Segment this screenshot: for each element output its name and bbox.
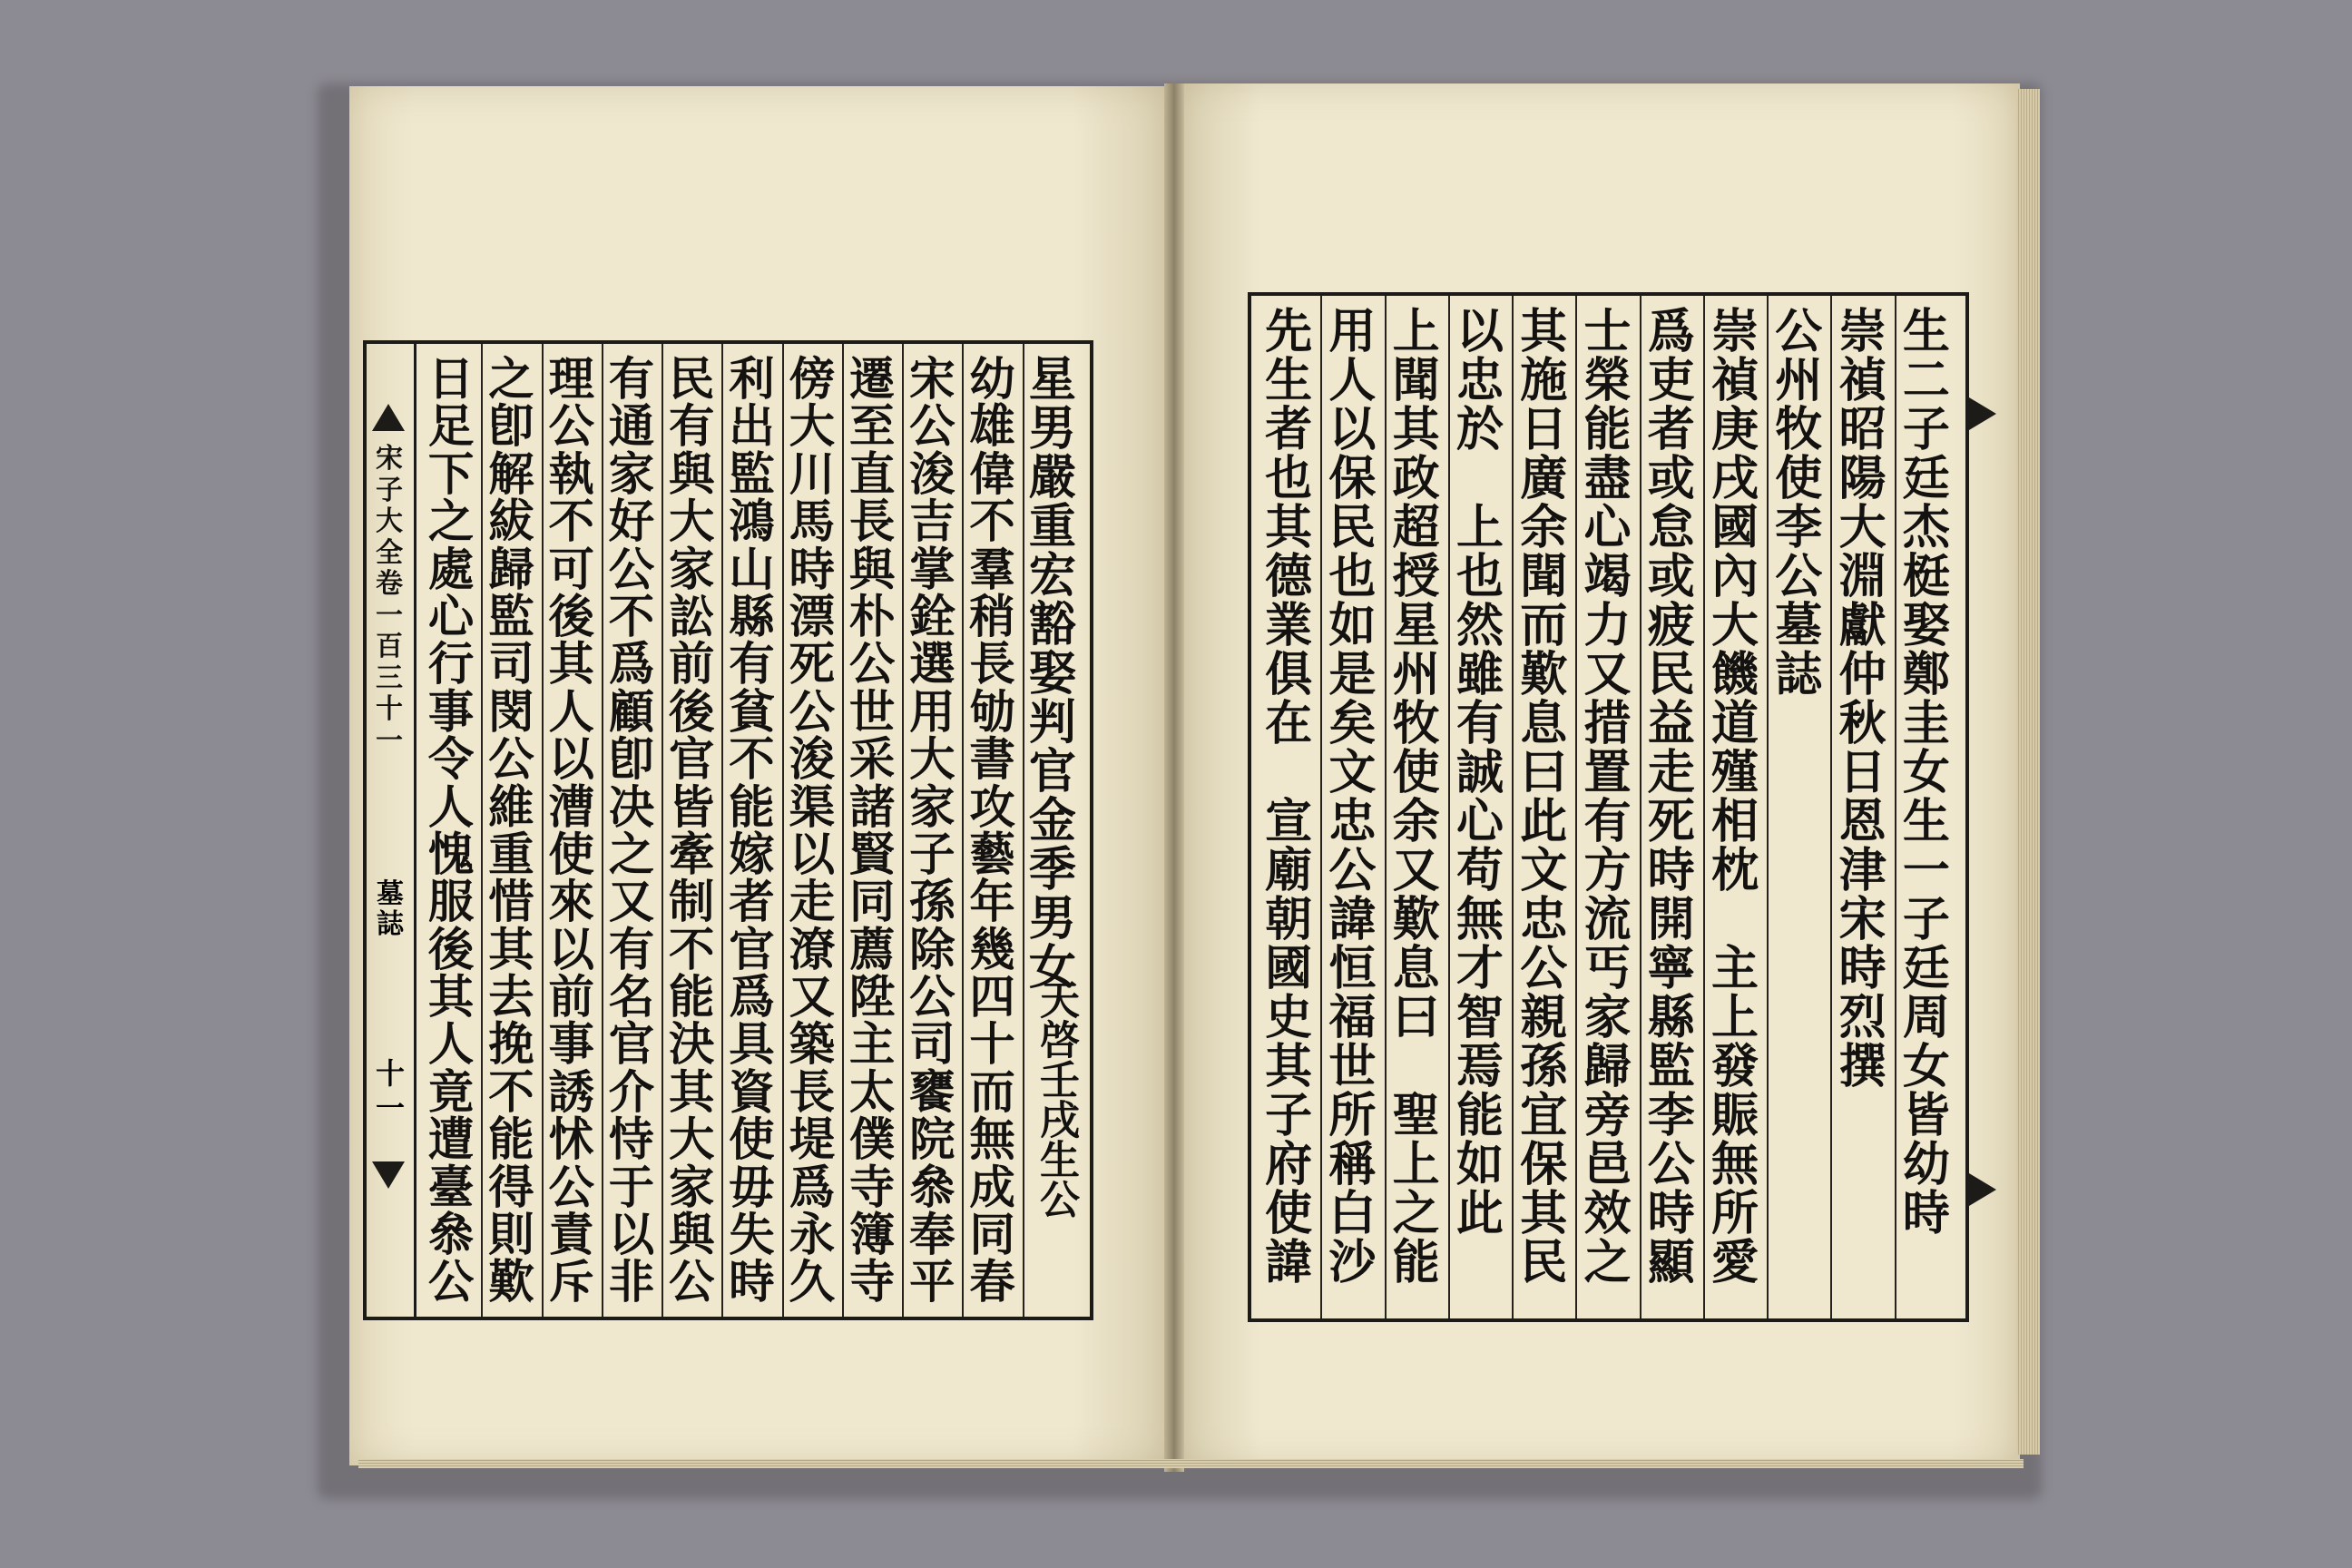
section-label: 墓誌 [377, 878, 404, 940]
right-text-frame [1248, 292, 1969, 1322]
collection-title: 宋子大全卷一百三十一 [376, 443, 405, 757]
left-text-column: 有 通 家 好 公 不 爲 顧 卽 决 之 又 有 名 官 介 恃 于 以 非 [608, 352, 655, 1309]
edge-tab-mark-lower-icon [1969, 1166, 2002, 1220]
right-text-column: 以 忠 於 上 也 然 雖 有 誠 心 苟 無 才 智 焉 能 如 此 [1455, 304, 1504, 1241]
fishtail-mark-upper-icon [368, 398, 408, 438]
right-text-column: 爲 吏 者 或 怠 或 疲 民 益 走 死 時 開 寧 縣 監 李 公 時 顯 [1647, 304, 1695, 1290]
center-strip [367, 344, 416, 1317]
left-text-column: 之 卽 解 紱 歸 監 司 閔 公 維 重 惜 其 去 挽 不 能 得 則 歎 [488, 352, 534, 1309]
right-text-column: 崇 禎 庚 戌 國 內 大 饑 道 殣 相 枕 主 上 發 賑 無 所 愛 [1711, 304, 1759, 1290]
column-rule [842, 344, 844, 1317]
right-text-column: 上 聞 其 政 超 授 星 州 牧 使 余 又 歎 息 曰 聖 上 之 能 [1392, 304, 1440, 1290]
page-edge-stack [2016, 89, 2040, 1455]
fishtail-mark-lower-icon [368, 1156, 408, 1196]
column-rule [662, 344, 663, 1317]
edge-tab-mark-upper-icon [1969, 390, 2002, 445]
right-text-column: 崇 禎 昭 陽 大 淵 獻 仲 秋 日 恩 津 宋 時 烈 撰 [1838, 304, 1886, 1094]
column-rule [782, 344, 784, 1317]
left-text-column: 利 出 監 鴻 山 縣 有 貧 不 能 嫁 者 官 爲 具 資 使 毋 失 時 [729, 352, 775, 1309]
column-rule [902, 344, 904, 1317]
left-text-column: 星 男 嚴 重 宏 豁 娶 判 官 金 季 男 女 [1028, 352, 1076, 995]
column-rule [1023, 344, 1024, 1317]
column-rule [962, 344, 964, 1317]
right-text-column: 生 二 子 廷 杰 梃 娶 鄭 圭 女 生 一 子 廷 周 女 皆 幼 時 [1902, 304, 1950, 1241]
book-gutter [1164, 83, 1184, 1472]
inline-date-note: 天啓壬戌生公 [1033, 979, 1079, 1219]
column-rule [1385, 296, 1387, 1318]
column-rule [1640, 296, 1642, 1318]
left-text-column: 遷 至 直 長 與 朴 公 世 采 諸 賢 同 薦 陞 主 太 僕 寺 簿 寺 [848, 352, 896, 1309]
column-rule [602, 344, 603, 1317]
left-text-column: 日 足 下 之 處 心 行 事 令 人 愧 服 後 其 人 竟 遭 臺 叅 公 [427, 352, 475, 1309]
left-text-column: 傍 大 川 馬 時 漂 死 公 浚 渠 以 走 潦 又 築 長 堤 爲 永 久 [789, 352, 835, 1309]
left-text-column: 幼 雄 偉 不 羣 稍 長 劬 書 攻 藝 年 幾 四 十 而 無 成 同 春 [969, 352, 1015, 1309]
column-rule [542, 344, 544, 1317]
column-rule [1448, 296, 1450, 1318]
column-rule [1512, 296, 1514, 1318]
column-rule [1320, 296, 1322, 1318]
column-rule [1830, 296, 1832, 1318]
column-rule [721, 344, 723, 1317]
right-text-column: 用 人 以 保 民 也 如 是 矣 文 忠 公 諱 恒 福 世 所 稱 白 沙 [1328, 304, 1377, 1290]
right-text-column: 士 榮 能 盡 心 竭 力 又 措 置 有 方 流 丐 家 歸 旁 邑 效 之 [1583, 304, 1632, 1290]
column-rule [1895, 296, 1896, 1318]
left-text-column: 理 公 執 不 可 後 其 人 以 漕 使 來 以 前 事 誘 怵 公 責 斥 [548, 352, 594, 1309]
column-rule [1703, 296, 1705, 1318]
column-rule [481, 344, 483, 1317]
left-text-column: 宋 公 浚 吉 掌 銓 選 用 大 家 子 孫 除 公 司 饔 院 叅 奉 平 [909, 352, 956, 1309]
column-rule [1767, 296, 1769, 1318]
right-text-column: 其 施 日 廣 余 聞 而 歎 息 曰 此 文 忠 公 親 孫 宜 保 其 民 [1520, 304, 1568, 1290]
right-text-column: 先 生 者 也 其 德 業 俱 在 宣 廟 朝 國 史 其 子 府 使 諱 [1265, 304, 1313, 1290]
right-text-column: 公 州 牧 使 李 公 墓 誌 [1775, 304, 1823, 702]
page-edge-bottom [358, 1459, 2024, 1468]
left-text-column: 民 有 與 大 家 訟 前 後 官 皆 牽 制 不 能 決 其 大 家 與 公 [669, 352, 715, 1309]
left-text-frame [363, 340, 1093, 1320]
column-rule [1575, 296, 1577, 1318]
folio-number: 十一 [375, 1056, 405, 1126]
